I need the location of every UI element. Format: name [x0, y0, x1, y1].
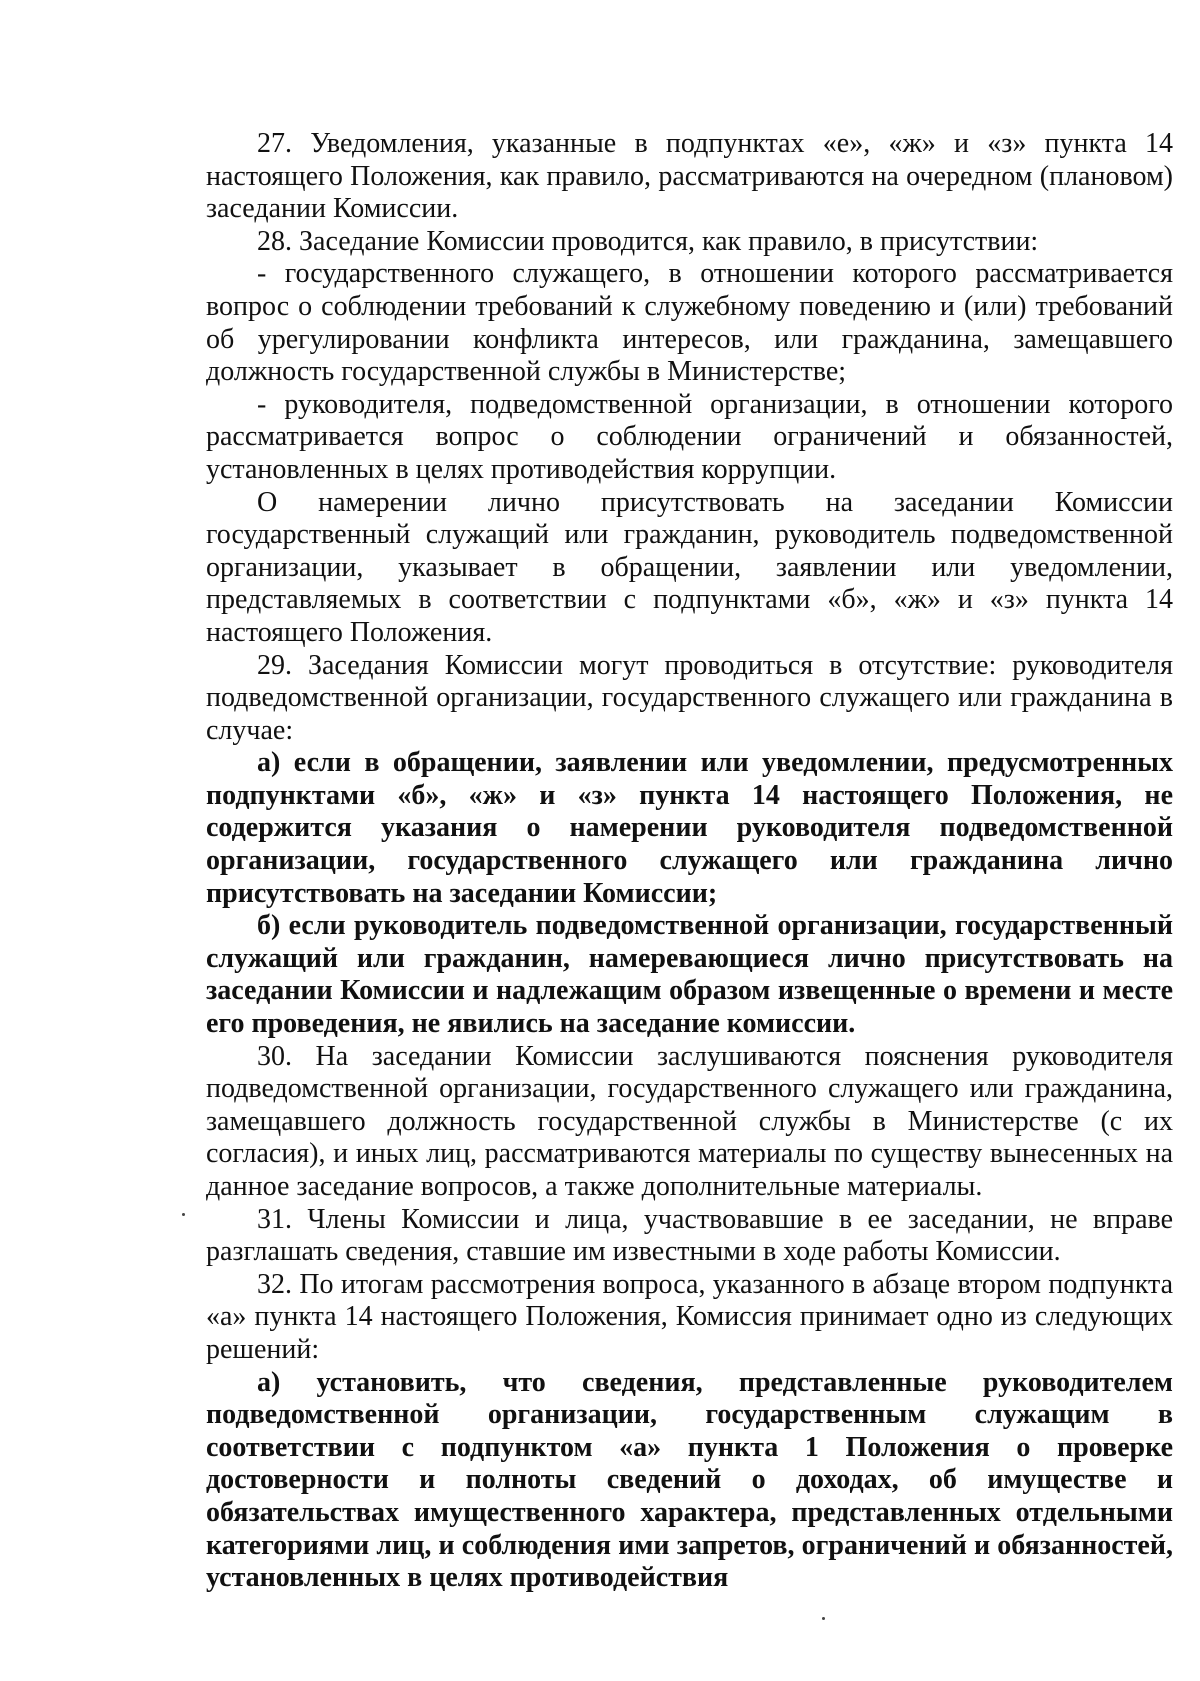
- paragraph-28: 28. Заседание Комиссии проводится, как правило, в присутствии:: [257, 225, 1039, 257]
- paragraph-29-item-b: б) если руководитель подведомственной организации, государственный служащий или гражданин, намеревающиеся лично присутствовать на заседании Комиссии и надлежащим образом извещенные о времени и месте его проведения, не явились на заседание комиссии.: [206, 910, 1173, 1040]
- paragraph-30: 30. На заседании Комиссии заслушиваются пояснения руководителя подведомственной организации, государственного служащего или гражданина, замещавшего должность государственной службы в Министерстве (с их согласия), и иных лиц, рассматриваются материалы по существу вынесенных на данное заседание вопросов, а также дополнительные материалы.: [206, 1040, 1173, 1202]
- paragraph-32-item-a: а) установить, что сведения, представленные руководителем подведомственной организации, государственным служащим в соответствии с подпунктом «а» пункта 1 Положения о проверке достоверности и полноты сведений о доходах, об имуществе и обязательствах имущественного характера, представленных отдельными категориями лиц, и соблюдения ими запретов, ограничений и обязанностей, установленных в целях противодействия: [206, 1366, 1173, 1594]
- paragraph-28-intention: О намерении лично присутствовать на заседании Комиссии государственный служащий или гражданин, руководитель подведомственной организации, указывает в обращении, заявлении или уведомлении, представляемых в соответствии с подпунктами «б», «ж» и «з» пункта 14 настоящего Положения.: [206, 486, 1173, 648]
- paragraph-29-item-a: а) если в обращении, заявлении или уведомлении, предусмотренных подпунктами «б», «ж» и «з» пункта 14 настоящего Положения, не содержится указания о намерении руководителя подведомственной организации, государственного служащего или гражданина лично присутствовать на заседании Комиссии;: [206, 747, 1173, 909]
- paragraph-29: 29. Заседания Комиссии могут проводиться в отсутствие: руководителя подведомственной организации, государственного служащего или гражданина в случае:: [206, 649, 1173, 746]
- paragraph-28-item-civil-servant: - государственного служащего, в отношении которого рассматривается вопрос о соблюдении требований к служебному поведению и (или) требований об урегулировании конфликта интересов, или гражданина, замещавшего должность государственной службы в Министерстве;: [206, 258, 1173, 388]
- document-body: [206, 128, 1173, 1595]
- scan-speck: [182, 1213, 185, 1216]
- paragraph-31: 31. Члены Комиссии и лица, участвовавшие в ее заседании, не вправе разглашать сведения, ставшие им известными в ходе работы Комиссии.: [206, 1203, 1173, 1268]
- scan-speck: [822, 1617, 825, 1620]
- paragraph-27: 27. Уведомления, указанные в подпунктах «е», «ж» и «з» пункта 14 настоящего Положения, как правило, рассматриваются на очередном (плановом) заседании Комиссии.: [206, 128, 1173, 225]
- paragraph-32: 32. По итогам рассмотрения вопроса, указанного в абзаце втором подпункта «а» пункта 14 настоящего Положения, Комиссия принимает одно из следующих решений:: [206, 1268, 1173, 1365]
- paragraph-28-item-head: - руководителя, подведомственной организации, в отношении которого рассматривается вопрос о соблюдении ограничений и обязанностей, установленных в целях противодействия коррупции.: [206, 388, 1173, 485]
